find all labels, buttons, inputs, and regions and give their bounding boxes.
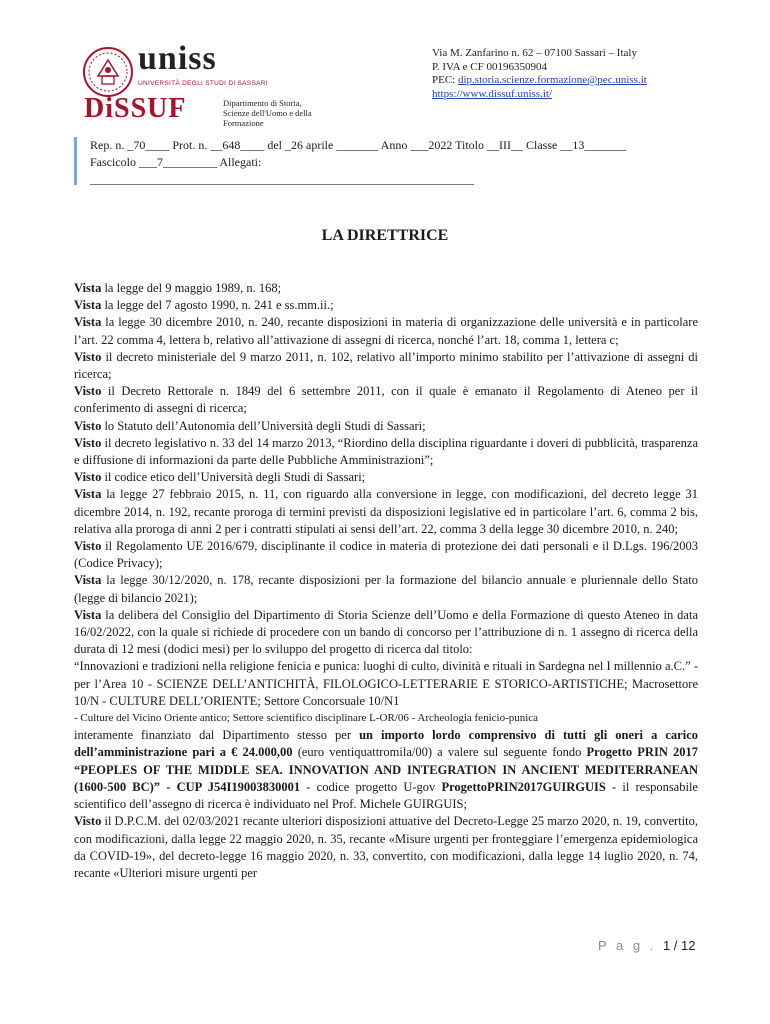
department-name-line2: Scienze dell'Uomo e della Formazione [223, 108, 312, 128]
vat-number: P. IVA e CF 00196350904 [432, 60, 548, 73]
paragraph: Visto lo Statuto dell’Autonomia dell’Università degli Studi di Sassari; [74, 418, 426, 433]
address: Via M. Zanfarino n. 62 – 07100 Sassari – Italy [432, 47, 637, 59]
paragraph: Visto il decreto legislativo n. 33 del 14 marzo 2013, “Riordino della disciplina riguardante i doveri di pubblicità, trasparenza e diffusione di informazioni da parte delle Pubbliche Amministrazioni”; [74, 435, 698, 468]
paragraph: Visto il D.P.C.M. del 02/03/2021 recante ulteriori disposizioni attuative del Decreto-Legge 25 marzo 2020, n. 19, convertito, con modificazioni, dalla legge 22 maggio 2020, n. 35, recante «Misure urgenti per fronteggiare l’emergenza epidemiologica da COVID-19», del decreto-legge 16 maggio 2020, n. 33, convertito, con modificazioni, dalla legge 14 luglio 2020, n. 74, recante «Ulteriori misure urgenti per [74, 814, 698, 880]
department-name [223, 98, 352, 128]
document-body [74, 280, 698, 882]
funding-paragraph: interamente finanziato dal Dipartimento stesso per un importo lordo comprensivo di tutti gli oneri a carico dell’amministrazione pari a € 24.000,00 (euro ventiquattromila/00) a valere sul seguente fondo Progetto PRIN 2017 “PEOPLES OF THE MIDDLE SEA. INNOVATION AND INTEGRATION IN ANCIENT MEDITERRANEAN (1600-500 BC)” - CUP J54I19003830001 - codice progetto U-gov ProgettoPRIN2017GUIRGUIS - il responsabile scientifico dell’assegno di ricerca è individuato nel Prof. Michele GUIRGUIS; [74, 728, 699, 812]
project-title-paragraph: “Innovazioni e tradizioni nella religione fenicia e punica: luoghi di culto, divinità e rituali in Sardegna nel I millennio a.C.” - per l’Area 10 - SCIENZE DELL’ANTICHITÀ, FILOLOGICO-LETTERARIE E STORICO-ARTISTICHE; Macrosettore 10/N - CULTURE DELL’ORIENTE; Settore Concorsuale 10/N1 [74, 659, 698, 708]
page-count: 1 / 12 [662, 938, 696, 953]
department-name-line1: Dipartimento di Storia, [223, 98, 302, 108]
paragraph: Vista la legge del 9 maggio 1989, n. 168; [74, 281, 282, 295]
page-number [598, 938, 696, 953]
protocol-line-2: Fascicolo ___7_________ Allegati: [90, 155, 262, 169]
logo-subtitle: UNIVERSITÀ DEGLI STUDI DI SASSARI [138, 80, 268, 87]
pec-link[interactable]: dip.storia.scienze.formazione@pec.uniss.it [457, 74, 647, 86]
document-title: LA DIRETTRICE [321, 227, 449, 244]
paragraph: Vista la legge 30/12/2020, n. 178, recante disposizioni per la formazione del bilancio annuale e pluriennale dello Stato (legge di bilancio 2021); [74, 573, 698, 605]
department-logo: DiSSUF [84, 93, 187, 124]
protocol-line-3: ________________________________________________________________ [90, 172, 474, 186]
paragraph: Vista la legge 30 dicembre 2010, n. 240, recante disposizioni in materia di organizzazione delle università e in particolare l’art. 22 comma 4, lettera b, relativo all’attivazione di assegni di ricerca, nonché l’art. 18, comma 1, lettera c; [74, 315, 698, 347]
contact-info [432, 47, 647, 101]
protocol-line-1: Rep. n. _70____ Prot. n. __648____ del _26 aprile _______ Anno ___2022 Titolo __III__ Classe __13_______ [90, 138, 627, 152]
paragraph: Visto il decreto ministeriale del 9 marzo 2011, n. 102, relativo all’importo minimo stabilito per l’attivazione di assegni di ricerca; [74, 349, 698, 382]
paragraph: Visto il Regolamento UE 2016/679, disciplinante il codice in materia di protezione dei dati personali e il D.Lgs. 196/2003 (Codice Privacy); [74, 539, 698, 571]
logo-wordmark: uniss [138, 40, 217, 77]
paragraph: Vista la legge 27 febbraio 2015, n. 11, con riguardo alla conversione in legge, con modificazioni, del decreto legge 31 dicembre 2014, n. 192, recante proroga di termini previsti da disposizioni legislative ed in particolare l’art. 6, comma 2 bis, relativa alla proroga di anni 2 per i contratti stipulati ai sensi dell’art. 22, comma 3 della legge 30 dicembre 2010, n. 240; [74, 487, 698, 536]
website-link[interactable]: https://www.dissuf.uniss.it/ [432, 87, 552, 100]
paragraph: Vista la delibera del Consiglio del Dipartimento di Storia Scienze dell’Uomo e della Formazione di questo Ateneo in data 16/02/2022, con la quale si richiede di procedere con un bando di concorso per l’attribuzione di n. 1 assegno di ricerca della durata di 12 mesi (dodici mesi) per lo sviluppo del progetto di ricerca dal titolo: [74, 607, 698, 657]
page-label: P a g . [598, 938, 657, 953]
sector-note: - Culture del Vicino Oriente antico; Settore scientifico disciplinare L-OR/06 - Archeologia fenicio-punica [74, 712, 539, 725]
paragraph: Visto il codice etico dell’Università degli Studi di Sassari; [74, 470, 366, 485]
protocol-block [74, 137, 730, 185]
paragraph: Visto il Decreto Rettorale n. 1849 del 6 settembre 2011, con il quale è emanato il Regolamento di Ateneo per il conferimento di assegni di ricerca; [74, 384, 698, 416]
university-seal-icon [82, 46, 134, 98]
paragraph: Vista la legge del 7 agosto 1990, n. 241 e ss.mm.ii.; [74, 298, 334, 313]
pec-line [432, 74, 647, 88]
pec-label: PEC: [432, 74, 456, 86]
university-logo [82, 40, 352, 126]
